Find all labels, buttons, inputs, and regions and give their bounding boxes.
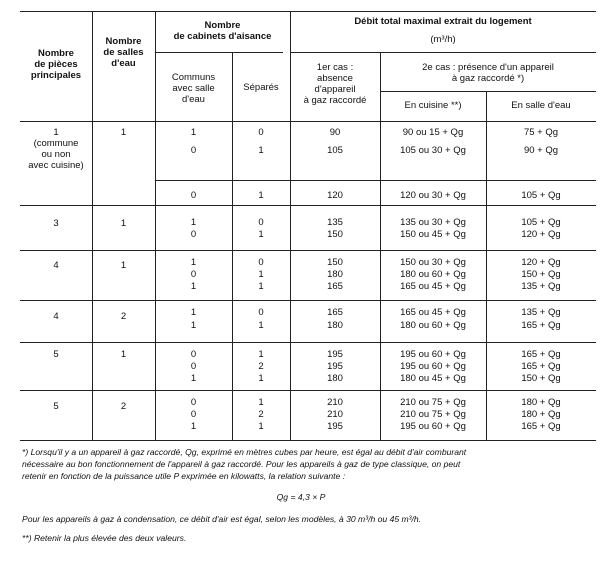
cell-salles: 1: [120, 127, 127, 138]
cell-c1: 210: [327, 397, 343, 408]
cell-pieces: 5: [53, 349, 59, 360]
cell-sep: 0: [258, 257, 264, 268]
cell-com: 1: [190, 217, 197, 228]
rule-debit-group: [290, 52, 596, 53]
cell-c2: 180 ou 60 + Qg: [400, 320, 466, 331]
cell-c2: 210 ou 75 + Qg: [400, 409, 466, 420]
rule-group1: [155, 180, 596, 181]
cell-c1: 180: [327, 373, 343, 384]
note-1-line-3: retenir en fonction de la puissance utile P exprimée en kilowatts, la relation suivante :: [22, 471, 346, 481]
note-1-line-4: Pour les appareils à gaz à condensation, ce débit d'air est égal, selon les modèles, à 30 m³/h ou 45 m³/h.: [22, 514, 422, 524]
cell-com: 0: [190, 269, 197, 280]
cell-sep: 1: [258, 397, 264, 408]
cell-com: 1: [190, 421, 197, 432]
header-salles: Nombre de salles d'eau: [103, 36, 144, 69]
cell-c2: 90 ou 15 + Qg: [402, 127, 464, 138]
rule-case2: [380, 91, 596, 92]
cell-sep: 1: [258, 320, 264, 331]
rule-group6: [20, 390, 596, 391]
rule-cab-group: [155, 52, 283, 53]
header-pieces: Nombre de pièces principales: [30, 48, 82, 81]
cell-c1: 165: [327, 307, 343, 318]
header-communs: Communs avec salle d'eau: [171, 72, 216, 105]
cell-c3: 165 + Qg: [521, 361, 561, 372]
cell-sep: 1: [258, 349, 264, 360]
cell-com: 1: [190, 127, 197, 138]
cell-c2: 150 ou 30 + Qg: [400, 257, 466, 268]
header-case2-salle: En salle d'eau: [511, 100, 571, 111]
cell-c1: 195: [327, 361, 343, 372]
cell-pieces: 3: [53, 218, 59, 229]
cell-c2: 180 ou 45 + Qg: [400, 373, 466, 384]
cell-pieces: 5: [53, 401, 59, 412]
cell-salles: 1: [120, 218, 127, 229]
cell-com: 1: [190, 373, 197, 384]
cell-pieces: 4: [53, 260, 59, 271]
cell-c2: 195 ou 60 + Qg: [400, 421, 466, 432]
rule-group3: [20, 250, 596, 251]
cell-com: 1: [190, 307, 197, 318]
cell-c1: 195: [327, 349, 343, 360]
cell-pieces: ou non: [41, 149, 71, 160]
cell-c1: 105: [327, 145, 343, 156]
cell-c2: 150 ou 45 + Qg: [400, 229, 466, 240]
cell-c1: 120: [327, 190, 343, 201]
cell-c3: 165 + Qg: [521, 320, 561, 331]
cell-c3: 180 + Qg: [521, 397, 561, 408]
cell-sep: 1: [258, 269, 264, 280]
cell-c2: 180 ou 60 + Qg: [400, 269, 466, 280]
rule-header-bottom: [20, 121, 596, 122]
cell-sep: 1: [258, 229, 264, 240]
cell-c2: 135 ou 30 + Qg: [400, 217, 466, 228]
cell-sep: 0: [258, 217, 264, 228]
note-1-line-1: *) Lorsqu'il y a un appareil à gaz raccordé, Qg, exprimé en mètres cubes par heure, est égal au débit d'air comburant: [22, 447, 467, 457]
cell-c2: 210 ou 75 + Qg: [400, 397, 466, 408]
cell-com: 0: [190, 145, 197, 156]
cell-c3: 150 + Qg: [521, 269, 561, 280]
cell-c1: 210: [327, 409, 343, 420]
cell-com: 0: [190, 229, 197, 240]
note-formula: Qg = 4,3 × P: [276, 492, 326, 502]
cell-c3: 90 + Qg: [523, 145, 559, 156]
cell-c3: 135 + Qg: [521, 307, 561, 318]
cell-sep: 0: [258, 127, 264, 138]
cell-sep: 1: [258, 373, 264, 384]
cell-sep: 1: [258, 421, 264, 432]
cell-salles: 1: [120, 349, 127, 360]
cell-pieces: avec cuisine): [28, 160, 84, 171]
cell-com: 1: [190, 257, 197, 268]
header-separes: Séparés: [243, 82, 279, 93]
cell-c3: 180 + Qg: [521, 409, 561, 420]
cell-c2: 195 ou 60 + Qg: [400, 349, 466, 360]
cell-com: 0: [190, 397, 197, 408]
note-1-line-2: nécessaire au bon fonctionnement de l'appareil à gaz raccordé. Pour les appareils à gaz de type classique, on peut: [22, 459, 461, 469]
header-cabinets: Nombre de cabinets d'aisance: [173, 20, 272, 42]
cell-c2: 165 ou 45 + Qg: [400, 281, 466, 292]
header-case2-cuisine: En cuisine **): [404, 100, 462, 111]
header-debit: Débit total maximal extrait du logement: [354, 16, 532, 27]
cell-c3: 120 + Qg: [521, 229, 561, 240]
cell-com: 0: [190, 409, 197, 420]
cell-c3: 105 + Qg: [521, 190, 561, 201]
cell-c3: 105 + Qg: [521, 217, 561, 228]
cell-sep: 2: [258, 409, 264, 420]
cell-c1: 165: [327, 281, 343, 292]
cell-c2: 120 ou 30 + Qg: [400, 190, 466, 201]
cell-pieces: (commune: [33, 138, 79, 149]
cell-salles: 1: [120, 260, 127, 271]
cell-c3: 75 + Qg: [523, 127, 559, 138]
header-case1: 1er cas : absence d'appareil à gaz raccordé: [303, 62, 367, 106]
cell-c1: 195: [327, 421, 343, 432]
cell-c3: 150 + Qg: [521, 373, 561, 384]
cell-sep: 2: [258, 361, 264, 372]
cell-c3: 165 + Qg: [521, 421, 561, 432]
cell-c2: 165 ou 45 + Qg: [400, 307, 466, 318]
header-case2: 2e cas : présence d'un appareil à gaz raccordé *): [422, 62, 554, 84]
header-debit-unit: (m³/h): [430, 34, 456, 45]
cell-c3: 120 + Qg: [521, 257, 561, 268]
cell-sep: 1: [258, 145, 264, 156]
rule-table-bottom: [20, 440, 596, 441]
cell-c1: 180: [327, 269, 343, 280]
cell-sep: 1: [258, 190, 264, 201]
rule-group4: [20, 300, 596, 301]
cell-sep: 0: [258, 307, 264, 318]
rule-top: [20, 11, 596, 12]
cell-com: 1: [190, 320, 197, 331]
cell-c1: 135: [327, 217, 343, 228]
cell-c3: 135 + Qg: [521, 281, 561, 292]
rule-group5: [20, 342, 596, 343]
cell-com: 1: [190, 281, 197, 292]
cell-com: 0: [190, 349, 197, 360]
cell-pieces: 4: [53, 311, 59, 322]
cell-salles: 2: [120, 311, 127, 322]
cell-c1: 180: [327, 320, 343, 331]
cell-com: 0: [190, 361, 197, 372]
cell-pieces: 1: [53, 127, 59, 138]
cell-c3: 165 + Qg: [521, 349, 561, 360]
cell-com: 0: [190, 190, 197, 201]
cell-c1: 150: [327, 257, 343, 268]
cell-c1: 150: [327, 229, 343, 240]
cell-c1: 90: [329, 127, 341, 138]
cell-c2: 195 ou 60 + Qg: [400, 361, 466, 372]
rule-group2: [20, 205, 596, 206]
cell-salles: 2: [120, 401, 127, 412]
cell-sep: 1: [258, 281, 264, 292]
note-2: **) Retenir la plus élevée des deux valeurs.: [22, 533, 187, 543]
cell-c2: 105 ou 30 + Qg: [400, 145, 466, 156]
